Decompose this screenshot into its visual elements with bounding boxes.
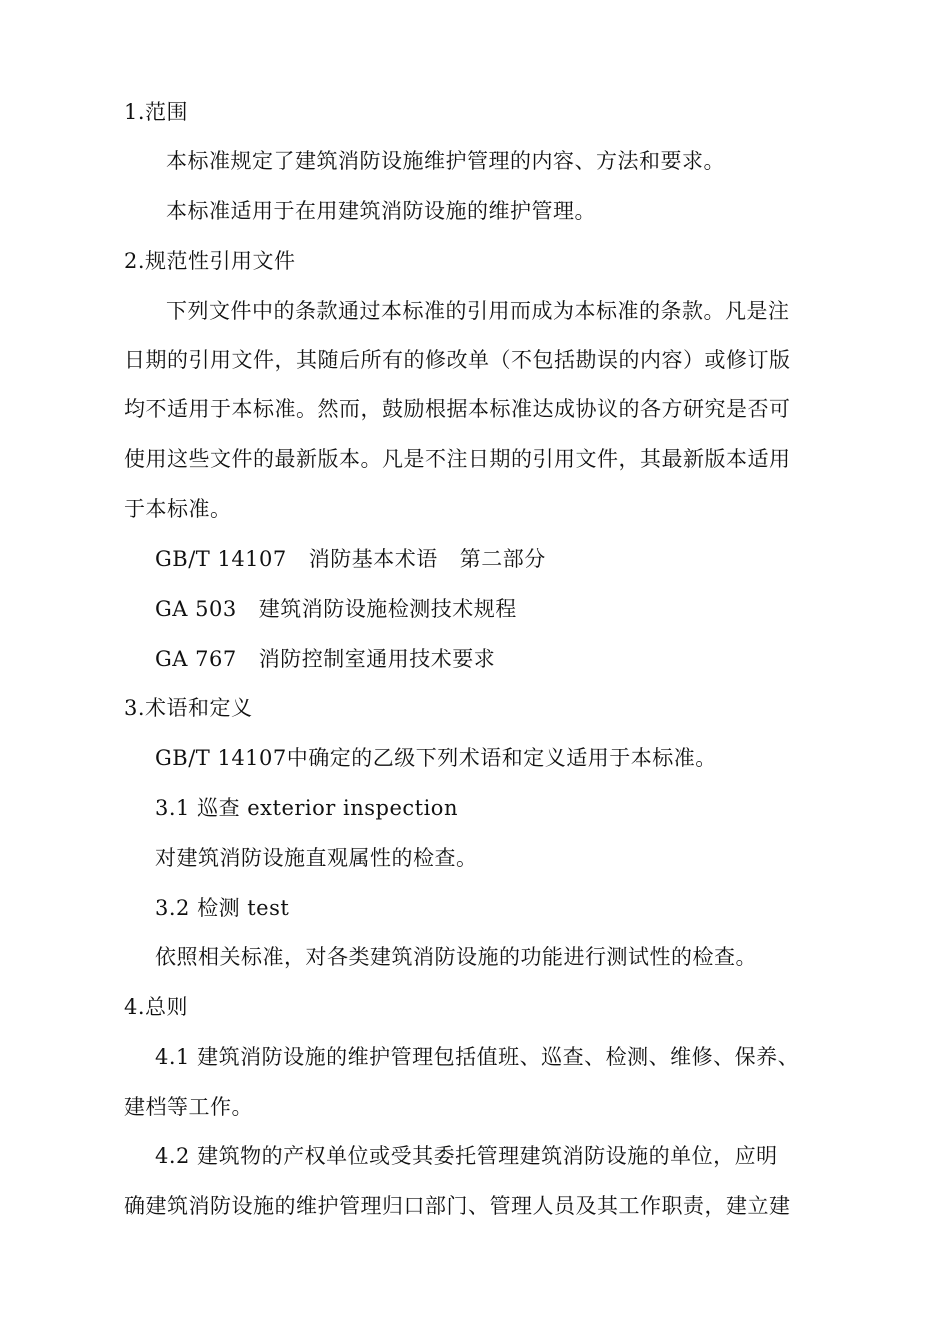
reference-item	[155, 594, 855, 624]
reference-item	[155, 544, 855, 574]
section-2-paragraph-line-2: 日期的引用文件，其随后所有的修改单（不包括勘误的内容）或修订版	[124, 348, 791, 372]
reference-code: GB/T 14107	[155, 547, 287, 571]
reference-code: GA 503	[155, 597, 237, 621]
section-2-paragraph-line-3: 均不适用于本标准。然而，鼓励根据本标准达成协议的各方研究是否可	[124, 397, 791, 421]
section-2-paragraph-line-4: 使用这些文件的最新版本。凡是不注日期的引用文件，其最新版本适用	[124, 447, 791, 471]
term-3-1-definition: 对建筑消防设施直观属性的检查。	[155, 846, 478, 870]
term-3-2-definition: 依照相关标准，对各类建筑消防设施的功能进行测试性的检查。	[155, 945, 757, 969]
reference-item	[155, 644, 855, 674]
term-3-2-heading: 3.2 检测 test	[155, 896, 290, 920]
section-2-title: 2.规范性引用文件	[124, 249, 296, 273]
section-4-title: 4.总则	[124, 995, 189, 1019]
section-1-paragraph-2: 本标准适用于在用建筑消防设施的维护管理。	[166, 199, 596, 223]
clause-4-2-line-1: 4.2 建筑物的产权单位或受其委托管理建筑消防设施的单位，应明	[155, 1144, 778, 1168]
section-1-paragraph-1: 本标准规定了建筑消防设施维护管理的内容、方法和要求。	[166, 149, 725, 173]
clause-4-1-line-2: 建档等工作。	[124, 1095, 253, 1119]
clause-4-1-line-1: 4.1 建筑消防设施的维护管理包括值班、巡查、检测、维修、保养、	[155, 1045, 800, 1069]
clause-4-2-line-2: 确建筑消防设施的维护管理归口部门、管理人员及其工作职责，建立建	[124, 1194, 791, 1218]
section-3-paragraph: GB/T 14107中确定的乙级下列术语和定义适用于本标准。	[155, 746, 717, 770]
section-1-title: 1.范围	[124, 100, 189, 124]
section-2-paragraph-line-1: 下列文件中的条款通过本标准的引用而成为本标准的条款。凡是注	[166, 299, 790, 323]
term-3-1-heading: 3.1 巡查 exterior inspection	[155, 796, 458, 820]
reference-title: 消防控制室通用技术要求	[258, 647, 496, 671]
section-3-title: 3.术语和定义	[124, 696, 253, 720]
reference-title: 消防基本术语	[308, 547, 438, 571]
reference-code: GA 767	[155, 647, 237, 671]
reference-part: 第二部分	[459, 547, 546, 571]
section-2-paragraph-line-5: 于本标准。	[124, 497, 232, 521]
reference-title: 建筑消防设施检测技术规程	[258, 597, 517, 621]
